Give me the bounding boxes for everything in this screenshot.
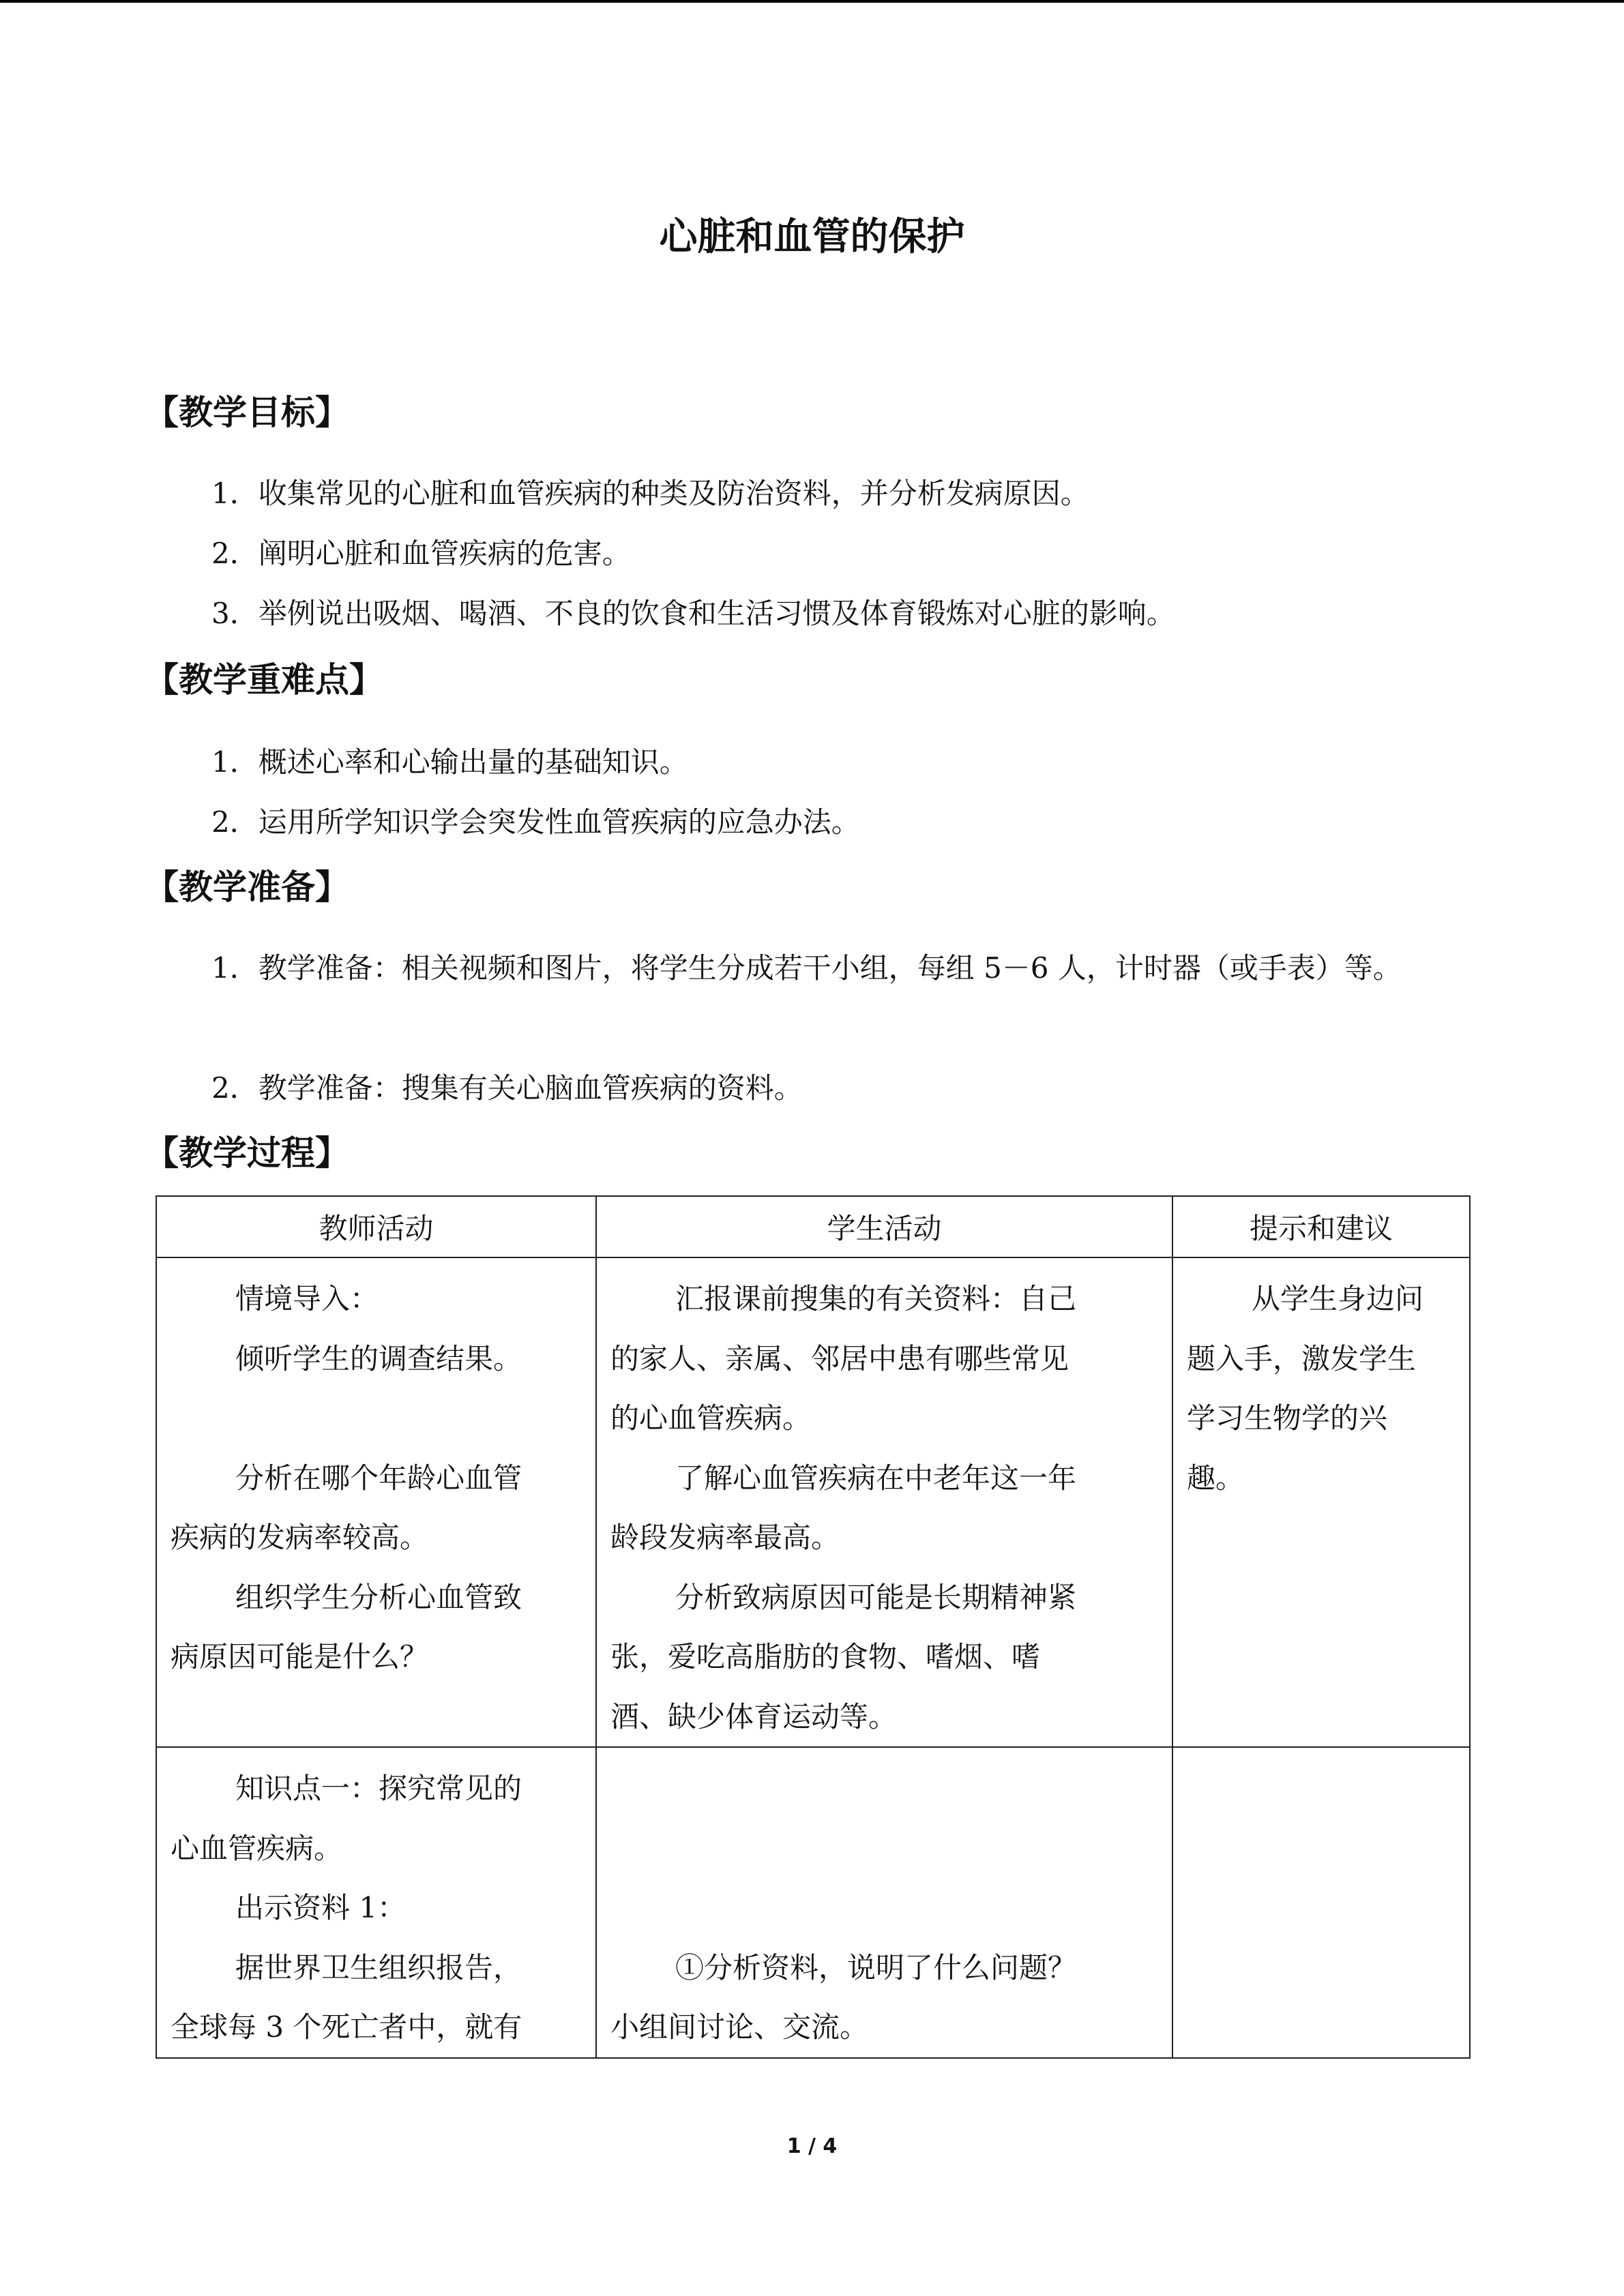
cell-line: 疾病的发病率较高。 [171,1521,429,1554]
table-header-row [156,1196,1470,1257]
key-point-item: 1．概述心率和心输出量的基础知识。 [211,745,688,779]
cell-line: 分析在哪个年龄心血管 [235,1461,522,1495]
tips-cell [1172,1747,1470,2058]
cell-line [610,1878,1158,1938]
table-row [156,1257,1470,1747]
teacher-activity-cell [156,1257,596,1747]
tips-cell [1172,1257,1470,1747]
preparation-item: 2．教学准备：搜集有关心脑血管疾病的资料。 [211,1071,803,1105]
section-heading-process: 【教学过程】 [145,1133,349,1173]
cell-line [610,1759,1158,1819]
cell-line: 的心血管疾病。 [610,1401,812,1435]
section-heading-preparation: 【教学准备】 [145,867,349,907]
objective-item: 2．阐明心脏和血管疾病的危害。 [211,537,631,570]
cell-line [610,1819,1158,1879]
teaching-process-table [156,1195,1471,2059]
cell-line: 分析致病原因可能是长期精神紧 [675,1580,1077,1614]
teacher-activity-cell [156,1747,596,2058]
cell-line: 了解心血管疾病在中老年这一年 [675,1461,1077,1495]
cell-line: 汇报课前搜集的有关资料：自己 [675,1282,1077,1315]
cell-line: 龄段发病率最高。 [610,1521,840,1554]
page-number: 1 / 4 [786,2134,838,2158]
cell-line: 张，爱吃高脂肪的食物、嗜烟、嗜 [610,1640,1041,1673]
cell-line: 酒、缺少体育运动等。 [610,1699,898,1733]
section-heading-objectives: 【教学目标】 [145,393,349,432]
cell-line: 全球每 3 个死亡者中，就有 [171,2010,522,2044]
column-header-teacher: 教师活动 [156,1196,596,1257]
cell-line: 倾听学生的调查结果。 [235,1341,522,1375]
cell-line: 病原因可能是什么？ [171,1640,429,1673]
column-header-tips: 提示和建议 [1172,1196,1470,1257]
student-activity-cell [596,1747,1172,2058]
cell-line: 趣。 [1187,1461,1245,1495]
section-heading-key-points: 【教学重难点】 [145,660,383,700]
cell-line [171,1388,582,1448]
cell-line: 的家人、亲属、邻居中患有哪些常见 [610,1341,1069,1375]
objective-item: 1．收集常见的心脏和血管疾病的种类及防治资料，并分析发病原因。 [211,477,1089,510]
cell-line: 据世界卫生组织报告， [235,1950,522,1984]
cell-line: 学习生物学的兴 [1187,1401,1388,1435]
cell-line: ①分析资料，说明了什么问题？ [675,1950,1077,1984]
document-title: 心脏和血管的保护 [659,215,965,259]
cell-line: 组织学生分析心血管致 [235,1580,522,1614]
objective-item: 3．举例说出吸烟、喝酒、不良的饮食和生活习惯及体育锻炼对心脏的影响。 [211,597,1175,630]
key-point-item: 2．运用所学知识学会突发性血管疾病的应急办法。 [211,805,860,839]
cell-line: 知识点一：探究常见的 [235,1772,522,1805]
cell-line: 从学生身边问 [1252,1282,1424,1315]
column-header-student: 学生活动 [596,1196,1172,1257]
cell-line: 情境导入： [235,1282,379,1315]
cell-line: 题入手，激发学生 [1187,1341,1417,1375]
cell-line: 出示资料 1： [235,1891,407,1924]
table-row [156,1747,1470,2058]
cell-line: 小组间讨论、交流。 [610,2010,869,2044]
cell-line: 心血管疾病。 [171,1831,343,1865]
preparation-item: 1．教学准备：相关视频和图片，将学生分成若干小组，每组 5－6 人，计时器（或手表）等。 [211,951,1402,985]
student-activity-cell [596,1257,1172,1747]
top-border-line [0,0,1624,3]
